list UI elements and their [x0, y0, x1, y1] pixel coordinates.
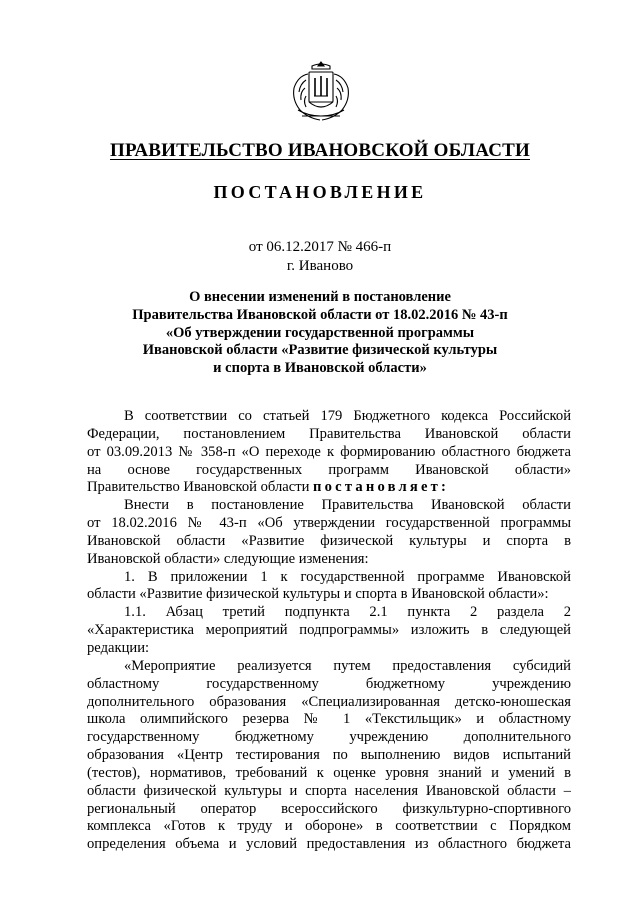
body-line: комплекса «Готов к труду и обороне» в соответствии с Порядком	[87, 818, 571, 835]
body-line: определения объема и условий предоставления из областного бюджета	[87, 836, 571, 853]
resolves-word: постановляет:	[313, 479, 450, 496]
body-line: В соответствии со статьей 179 Бюджетного кодекса Российской	[124, 408, 571, 424]
body-line: «Мероприятие реализуется путем предоставления субсидий	[124, 657, 571, 674]
body-line: школа олимпийского резерва № 1 «Текстильщик» и областному	[87, 711, 571, 728]
body-line: 1. В приложении 1 к государственной программе Ивановской	[124, 568, 571, 585]
government-name: ПРАВИТЕЛЬСТВО ИВАНОВСКОЙ ОБЛАСТИ	[110, 140, 530, 161]
body-line	[87, 479, 571, 497]
body-line: редакции:	[87, 639, 150, 656]
title-line: и спорта в Ивановской области»	[213, 360, 427, 377]
body-line: государственному бюджетному учреждению дополнительного	[87, 729, 571, 746]
title-line: «Об утверждении государственной программы	[165, 324, 475, 341]
body-line: дополнительного образования «Специализированная детско-юношеская	[87, 693, 571, 710]
body-line: на основе государственных программ Ивановской области»	[87, 461, 571, 478]
document-body	[87, 408, 571, 854]
body-text: Правительство Ивановской области	[87, 479, 314, 496]
body-line: 1.1. Абзац третий подпункта 2.1 пункта 2 раздела 2	[124, 604, 571, 621]
body-line: Внести в постановление Правительства Ивановской области	[124, 497, 571, 514]
body-line: области физической культуры и спорта населения Ивановской области –	[87, 782, 571, 799]
body-line: региональный оператор всероссийского физкультурно-спортивного	[87, 800, 571, 817]
title-line: Правительства Ивановской области от 18.02.2016 № 43-п	[132, 306, 508, 323]
body-line: от 03.09.2013 № 358-п «О переходе к формированию областного бюджета	[87, 443, 571, 460]
document-title	[0, 289, 640, 378]
body-line: Ивановской области» следующие изменения:	[87, 550, 369, 567]
body-line: «Характеристика мероприятий подпрограммы» изложить в следующей	[87, 622, 571, 639]
body-line: Федерации, постановлением Правительства Ивановской области	[87, 425, 571, 442]
document-type: ПОСТАНОВЛЕНИЕ	[213, 182, 427, 202]
coat-of-arms-emblem	[288, 60, 354, 122]
title-line: О внесении изменений в постановление	[189, 289, 451, 305]
date-and-number: от 06.12.2017 № 466-п	[248, 239, 392, 255]
body-line: областному государственному бюджетному учреждению	[87, 675, 571, 692]
body-line: области «Развитие физической культуры и спорта в Ивановской области»:	[87, 586, 549, 603]
body-line: (тестов), нормативов, требований к оценке уровня знаний и умений в	[87, 764, 571, 781]
body-line: от 18.02.2016 № 43-п «Об утверждении государственной программы	[87, 515, 571, 532]
title-line: Ивановской области «Развитие физической культуры	[142, 342, 498, 359]
body-line: Ивановской области «Развитие физической культуры и спорта в	[87, 532, 571, 549]
body-line: образования «Центр тестирования по выполнению видов испытаний	[87, 747, 571, 764]
city: г. Иваново	[286, 258, 354, 274]
